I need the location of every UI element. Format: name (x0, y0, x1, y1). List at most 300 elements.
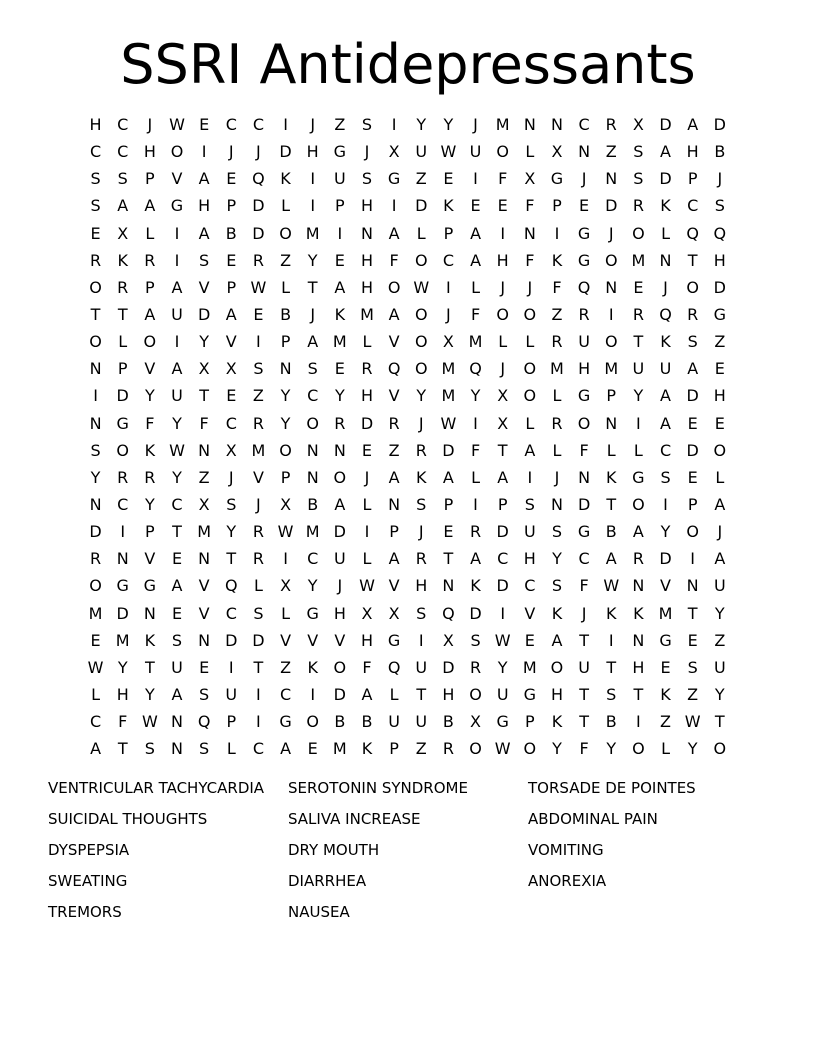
grid-letter: L (552, 440, 562, 460)
grid-letter: A (198, 169, 210, 189)
grid-letter: Y (416, 386, 427, 406)
grid-letter: X (551, 142, 563, 162)
grid-letter: H (713, 250, 726, 270)
grid-letter: V (144, 359, 156, 379)
grid-letter: C (659, 440, 672, 460)
grid-letter: K (605, 467, 617, 487)
grid-letter: Y (552, 739, 562, 759)
grid-letter: X (497, 413, 509, 433)
grid-letter: I (446, 277, 451, 297)
grid-letter: S (90, 440, 101, 460)
grid-letter: X (388, 142, 400, 162)
grid-letter: F (362, 657, 372, 677)
grid-letter: V (388, 386, 400, 406)
grid-letter: S (307, 359, 318, 379)
grid-letter: I (256, 332, 261, 352)
grid-letter: X (388, 603, 400, 623)
grid-letter: M (88, 603, 103, 623)
grid-letter: L (281, 196, 291, 216)
grid-letter: N (89, 494, 102, 514)
grid-letter: O (89, 332, 102, 352)
grid-letter: I (608, 304, 614, 324)
grid-letter: Z (660, 712, 671, 732)
grid-letter: M (305, 223, 320, 243)
grid-letter: J (256, 494, 261, 514)
grid-letter: U (333, 169, 346, 189)
grid-letter: Z (714, 630, 726, 650)
grid-letter: R (252, 250, 264, 270)
grid-letter: J (581, 169, 587, 189)
grid-letter: L (498, 332, 508, 352)
grid-letter: T (579, 684, 589, 704)
grid-letter: O (469, 739, 482, 759)
grid-letter: Z (280, 657, 292, 677)
grid-letter: D (252, 630, 265, 650)
grid-letter: A (334, 494, 346, 514)
grid-letter: U (171, 304, 183, 324)
grid-letter: L (226, 739, 236, 759)
word-list-item: TREMORS (48, 903, 122, 921)
grid-letter: C (252, 739, 264, 759)
grid-letter: S (171, 630, 183, 650)
grid-letter: R (252, 522, 264, 542)
grid-letter: Q (577, 277, 591, 297)
grid-letter: A (225, 304, 237, 324)
grid-letter: S (144, 739, 155, 759)
grid-letter: R (252, 549, 264, 569)
grid-letter: D (469, 603, 482, 623)
grid-letter: O (279, 440, 292, 460)
grid-letter: I (310, 196, 316, 216)
grid-letter: O (523, 739, 537, 759)
grid-letter: F (552, 277, 562, 297)
grid-letter: B (605, 522, 617, 542)
grid-letter: O (306, 712, 319, 732)
grid-letter: M (115, 630, 130, 650)
grid-letter: D (116, 386, 129, 406)
grid-letter: G (116, 413, 129, 433)
grid-letter: X (280, 494, 292, 514)
grid-letter: A (632, 522, 644, 542)
grid-letter: H (360, 630, 373, 650)
grid-letter: X (198, 494, 210, 514)
word-list-item: VENTRICULAR TACHYCARDIA (48, 779, 265, 797)
grid-letter: H (89, 115, 102, 134)
grid-letter: V (660, 576, 671, 596)
grid-letter: R (117, 467, 129, 487)
grid-letter: G (577, 223, 591, 243)
word-list-item: DIARRHEA (288, 872, 367, 890)
grid-letter: O (89, 576, 102, 596)
grid-letter: N (605, 413, 618, 433)
grid-letter: D (225, 630, 238, 650)
grid-letter: S (117, 169, 128, 189)
grid-letter: U (415, 712, 428, 732)
word-list-item: TORSADE DE POINTES (528, 779, 696, 797)
grid-letter: I (310, 169, 316, 189)
grid-letter: F (118, 712, 128, 732)
grid-letter: T (172, 522, 182, 542)
grid-letter: I (473, 169, 478, 189)
grid-letter: U (388, 712, 400, 732)
grid-letter: I (418, 630, 424, 650)
grid-letter: O (632, 739, 645, 759)
grid-letter: J (364, 142, 370, 162)
grid-letter: Z (714, 332, 726, 352)
grid-letter: S (361, 115, 373, 134)
grid-letter: Q (713, 223, 727, 243)
grid-letter: E (714, 413, 725, 433)
grid-letter: H (442, 684, 455, 704)
grid-letter: I (337, 223, 343, 243)
grid-letter: N (578, 142, 591, 162)
grid-letter: E (307, 739, 318, 759)
grid-letter: V (280, 630, 292, 650)
grid-letter: N (198, 630, 211, 650)
grid-letter: Y (416, 115, 427, 134)
grid-letter: N (605, 277, 618, 297)
grid-letter: P (606, 386, 617, 406)
grid-letter: Z (252, 386, 264, 406)
grid-letter: L (606, 440, 616, 460)
grid-letter: I (636, 413, 641, 433)
grid-letter: W (277, 522, 294, 542)
grid-letter: Y (470, 386, 481, 406)
grid-letter: R (632, 304, 644, 324)
grid-letter: O (577, 413, 591, 433)
grid-letter: U (225, 684, 238, 704)
grid-letter: O (306, 413, 319, 433)
grid-letter: L (253, 576, 263, 596)
grid-letter: V (388, 332, 400, 352)
grid-letter: G (577, 522, 591, 542)
grid-letter: W (169, 440, 185, 460)
grid-letter: C (279, 684, 292, 704)
word-list-item: SEROTONIN SYNDROME (288, 779, 468, 797)
grid-letter: R (469, 522, 482, 542)
grid-letter: Y (606, 739, 617, 759)
grid-letter: C (117, 494, 129, 514)
grid-letter: I (391, 115, 397, 134)
grid-letter: X (470, 712, 482, 732)
grid-letter: W (494, 739, 511, 759)
grid-letter: M (468, 332, 483, 352)
grid-letter: F (525, 196, 535, 216)
grid-letter: A (442, 467, 454, 487)
grid-letter: I (310, 684, 316, 704)
grid-letter: V (334, 630, 346, 650)
grid-letter: Q (387, 657, 401, 677)
grid-letter: D (686, 386, 699, 406)
grid-letter: O (632, 223, 645, 243)
grid-letter: C (225, 413, 237, 433)
grid-letter: G (577, 250, 591, 270)
grid-letter: P (145, 277, 155, 297)
grid-letter: O (550, 657, 564, 677)
grid-letter: U (333, 549, 346, 569)
grid-letter: D (659, 549, 672, 569)
grid-letter: Y (552, 549, 562, 569)
grid-letter: R (361, 359, 373, 379)
grid-letter: V (198, 603, 210, 623)
grid-letter: X (442, 630, 454, 650)
grid-letter: E (226, 386, 237, 406)
grid-letter: J (310, 115, 316, 134)
grid-letter: L (118, 332, 128, 352)
grid-letter: Y (497, 657, 508, 677)
grid-letter: S (199, 250, 210, 270)
grid-letter: T (117, 739, 128, 759)
grid-letter: P (389, 522, 399, 542)
grid-letter: J (554, 467, 560, 487)
grid-letter: Q (442, 603, 455, 623)
grid-letter: E (334, 250, 345, 270)
grid-letter: A (551, 630, 563, 650)
grid-letter: Z (388, 440, 400, 460)
grid-letter: G (116, 576, 129, 596)
grid-letter: H (523, 549, 536, 569)
grid-letter: S (687, 657, 698, 677)
grid-letter: O (713, 739, 727, 759)
grid-letter: C (578, 549, 590, 569)
grid-letter: F (525, 250, 535, 270)
grid-letter: K (551, 712, 563, 732)
grid-letter: B (605, 712, 617, 732)
grid-letter: T (633, 684, 644, 704)
grid-letter: C (687, 196, 699, 216)
grid-letter: A (171, 684, 183, 704)
grid-letter: C (578, 115, 590, 134)
grid-letter: U (469, 142, 482, 162)
grid-letter: M (332, 739, 347, 759)
grid-letter: M (197, 522, 212, 542)
grid-letter: S (714, 196, 725, 216)
grid-letter: G (170, 196, 184, 216)
grid-letter: K (470, 576, 481, 596)
grid-letter: Z (551, 304, 563, 324)
grid-letter: A (388, 304, 400, 324)
word-list-item: NAUSEA (288, 903, 350, 921)
grid-letter: E (579, 196, 590, 216)
grid-letter: K (551, 250, 563, 270)
grid-letter: I (256, 712, 261, 732)
grid-letter: O (523, 304, 537, 324)
grid-letter: Y (144, 684, 155, 704)
grid-letter: V (198, 277, 210, 297)
grid-letter: O (604, 332, 618, 352)
grid-letter: G (387, 169, 401, 189)
grid-letter: J (418, 413, 424, 433)
grid-letter: E (361, 440, 373, 460)
grid-letter: I (256, 684, 261, 704)
grid-letter: G (306, 603, 319, 623)
grid-letter: D (686, 440, 699, 460)
grid-letter: R (687, 304, 699, 324)
grid-letter: J (228, 467, 234, 487)
grid-letter: E (199, 657, 210, 677)
grid-letter: C (117, 115, 129, 134)
grid-letter: N (659, 250, 672, 270)
grid-letter: I (473, 413, 478, 433)
grid-letter: A (605, 549, 617, 569)
grid-letter: N (550, 494, 563, 514)
grid-letter: T (199, 386, 210, 406)
grid-letter: O (523, 386, 537, 406)
grid-letter: C (225, 603, 237, 623)
grid-letter: C (171, 494, 183, 514)
grid-letter: R (90, 549, 102, 569)
grid-letter: I (391, 196, 397, 216)
grid-letter: O (414, 304, 428, 324)
grid-letter: N (306, 467, 319, 487)
grid-letter: C (89, 712, 102, 732)
grid-letter: E (470, 196, 481, 216)
grid-letter: T (144, 657, 155, 677)
grid-letter: H (306, 142, 319, 162)
grid-letter: P (280, 467, 291, 487)
grid-letter: L (362, 332, 372, 352)
grid-letter: Y (280, 413, 291, 433)
grid-letter: R (90, 250, 102, 270)
grid-letter: I (554, 223, 560, 243)
grid-letter: O (170, 142, 184, 162)
grid-letter: S (90, 196, 101, 216)
grid-letter: A (144, 304, 156, 324)
grid-letter: V (198, 576, 210, 596)
grid-letter: R (551, 413, 563, 433)
grid-letter: O (387, 277, 401, 297)
grid-letter: R (578, 304, 590, 324)
grid-letter: D (333, 522, 346, 542)
grid-letter: C (117, 142, 129, 162)
grid-letter: Y (144, 386, 155, 406)
grid-letter: C (225, 115, 237, 134)
grid-letter: N (388, 494, 401, 514)
grid-letter: U (415, 142, 428, 162)
grid-letter: I (283, 549, 288, 569)
grid-letter: L (281, 603, 291, 623)
grid-letter: C (89, 142, 102, 162)
word-list-item: SALIVA INCREASE (288, 810, 421, 828)
grid-letter: B (280, 304, 292, 324)
grid-letter: B (307, 494, 319, 514)
grid-letter: W (603, 576, 620, 596)
grid-letter: K (443, 196, 454, 216)
grid-letter: A (90, 739, 102, 759)
grid-letter: R (144, 250, 156, 270)
grid-letter: I (93, 386, 98, 406)
grid-letter: J (256, 142, 261, 162)
grid-letter: C (307, 549, 319, 569)
grid-letter: M (658, 603, 673, 623)
grid-letter: V (225, 332, 237, 352)
grid-letter: H (713, 386, 726, 406)
grid-letter: A (660, 386, 671, 406)
grid-letter: O (414, 359, 428, 379)
grid-letter: Q (659, 304, 672, 324)
grid-letter: K (660, 684, 671, 704)
grid-letter: H (496, 250, 509, 270)
grid-letter: D (713, 115, 726, 134)
grid-letter: F (470, 440, 481, 460)
grid-letter: D (415, 196, 428, 216)
grid-letter: I (500, 223, 506, 243)
grid-letter: N (279, 359, 292, 379)
grid-letter: M (441, 359, 456, 379)
grid-letter: S (606, 684, 617, 704)
grid-letter: T (714, 712, 725, 732)
grid-letter: D (496, 522, 509, 542)
grid-letter: N (306, 440, 319, 460)
grid-letter: M (522, 657, 537, 677)
grid-letter: X (225, 359, 237, 379)
grid-letter: E (171, 603, 183, 623)
grid-letter: A (361, 684, 373, 704)
grid-letter: K (280, 169, 291, 189)
grid-letter: L (471, 467, 480, 487)
grid-letter: E (443, 522, 454, 542)
grid-letter: T (443, 549, 454, 569)
grid-letter: A (470, 223, 482, 243)
grid-letter: X (117, 223, 129, 243)
grid-letter: W (87, 657, 104, 677)
grid-letter: A (388, 549, 400, 569)
grid-letter: D (442, 657, 455, 677)
word-list-item: ABDOMINAL PAIN (528, 810, 658, 828)
grid-letter: Z (198, 467, 210, 487)
grid-letter: W (359, 576, 375, 596)
grid-letter: M (604, 359, 619, 379)
grid-letter: E (524, 630, 535, 650)
grid-letter: V (252, 467, 264, 487)
grid-letter: N (686, 576, 699, 596)
grid-letter: I (174, 223, 180, 243)
grid-letter: H (550, 684, 563, 704)
grid-letter: M (251, 440, 266, 460)
grid-letter: J (717, 169, 723, 189)
grid-letter: A (198, 223, 210, 243)
grid-letter: T (497, 440, 508, 460)
grid-letter: S (90, 169, 101, 189)
grid-letter: D (659, 169, 672, 189)
grid-letter: R (334, 413, 346, 433)
grid-letter: P (389, 739, 399, 759)
grid-letter: P (497, 494, 508, 514)
grid-letter: L (389, 684, 399, 704)
grid-letter: M (631, 250, 646, 270)
grid-letter: A (687, 115, 699, 134)
grid-letter: T (687, 603, 698, 623)
grid-letter: K (144, 630, 156, 650)
grid-letter: E (687, 630, 698, 650)
grid-letter: D (89, 522, 102, 542)
grid-letter: T (579, 630, 589, 650)
grid-letter: V (388, 576, 400, 596)
grid-letter: T (253, 657, 264, 677)
grid-letter: J (717, 522, 723, 542)
grid-letter: S (551, 576, 563, 596)
grid-letter: B (714, 142, 726, 162)
grid-letter: H (360, 250, 373, 270)
grid-letter: G (577, 386, 591, 406)
grid-letter: H (415, 576, 428, 596)
grid-letter: E (199, 115, 210, 134)
grid-letter: K (416, 467, 427, 487)
grid-letter: S (253, 359, 264, 379)
grid-letter: A (171, 576, 183, 596)
grid-letter: O (632, 494, 645, 514)
grid-letter: R (605, 115, 617, 134)
